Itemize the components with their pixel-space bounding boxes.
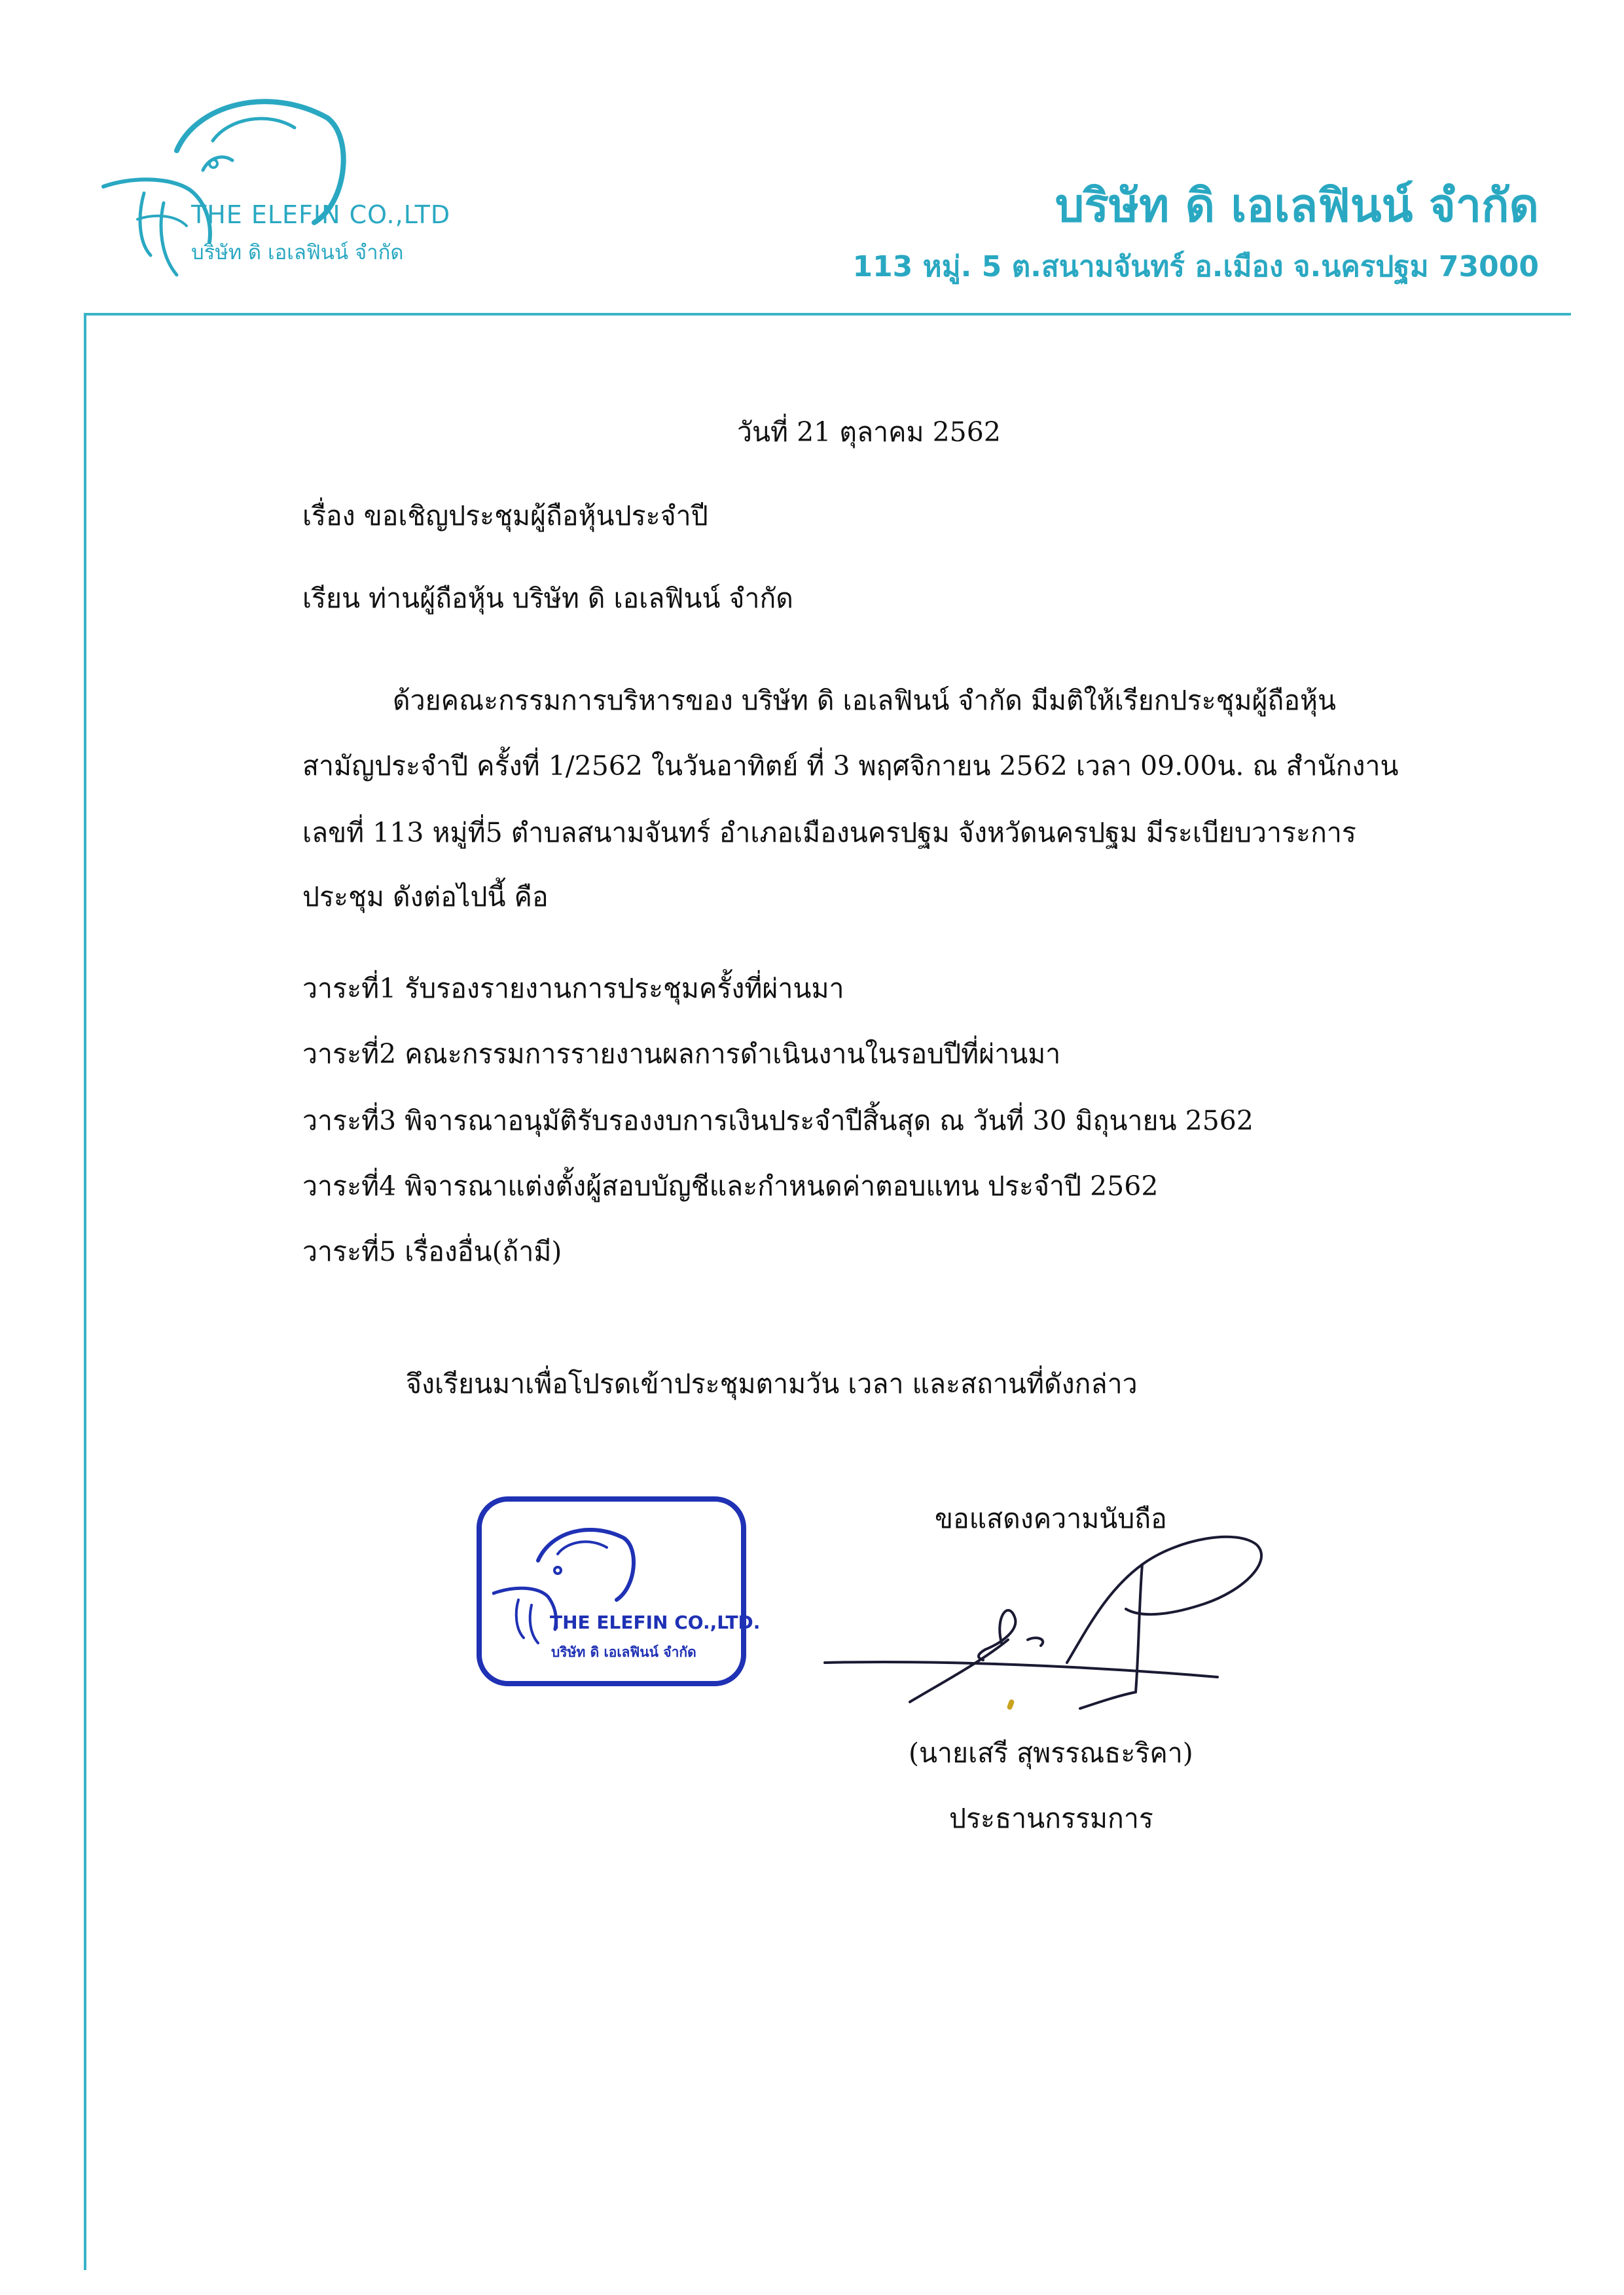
agenda-item: วาระที่4 พิจารณาแต่งตั้งผู้สอบบัญชีและกำหนดค่าตอบแทน ประจำปี 2562 <box>302 1170 1159 1202</box>
left-margin-rule <box>84 313 86 2270</box>
handwritten-signature <box>812 1506 1283 1728</box>
agenda-item: วาระที่1 รับรองรายงานการประชุมครั้งที่ผ่านมา <box>302 973 844 1004</box>
regards-text: ขอแสดงความนับถือ <box>935 1503 1167 1534</box>
company-stamp <box>477 1496 761 1686</box>
signer-name: (นายเสรี สุพรรณธะริคา) <box>909 1737 1193 1769</box>
company-address: 113 หมู่. 5 ต.สนามจันทร์ อ.เมือง จ.นครปฐม 73000 <box>852 250 1539 283</box>
stamp-company-name-en: THE ELEFIN CO.,LTD. <box>550 1612 761 1633</box>
letter-salutation: เรียน ท่านผู้ถือหุ้น บริษัท ดิ เอเลฟินน์ จำกัด <box>302 583 793 614</box>
agenda-item: วาระที่2 คณะกรรมการรายงานผลการดำเนินงานในรอบปีที่ผ่านมา <box>302 1038 1061 1070</box>
letterhead-divider <box>84 313 1571 316</box>
letter-date: วันที่ 21 ตุลาคม 2562 <box>737 416 1001 448</box>
signer-title: ประธานกรรมการ <box>949 1803 1153 1834</box>
body-paragraph-line: สามัญประจำปี ครั้งที่ 1/2562 ในวันอาทิตย์ ที่ 3 พฤศจิกายน 2562 เวลา 09.00น. ณ สำนักงาน <box>302 750 1399 782</box>
logo-company-name-th: บริษัท ดิ เอเลฟินน์ จำกัด <box>191 241 404 264</box>
body-paragraph-line: เลขที่ 113 หมู่ที่5 ตำบลสนามจันทร์ อำเภอเมืองนครปฐม จังหวัดนครปฐม มีระเบียบวาระการ <box>302 817 1356 848</box>
letter-subject: เรื่อง ขอเชิญประชุมผู้ถือหุ้นประจำปี <box>302 500 708 532</box>
stamp-company-name-th: บริษัท ดิ เอเลฟินน์ จำกัด <box>551 1644 696 1660</box>
agenda-item: วาระที่5 เรื่องอื่น(ถ้ามี) <box>302 1236 562 1267</box>
company-name: บริษัท ดิ เอเลฟินน์ จำกัด <box>1055 179 1539 232</box>
agenda-item: วาระที่3 พิจารณาอนุมัติรับรองงบการเงินประจำปีสิ้นสุด ณ วันที่ 30 มิถุนายน 2562 <box>302 1105 1254 1136</box>
body-paragraph-line: ประชุม ดังต่อไปนี้ คือ <box>302 881 549 913</box>
closing-sentence: จึงเรียนมาเพื่อโปรดเข้าประชุมตามวัน เวลา และสถานที่ดังกล่าว <box>406 1368 1138 1400</box>
logo-company-name-en: THE ELEFIN CO.,LTD <box>191 200 451 229</box>
body-paragraph-line: ด้วยคณะกรรมการบริหารของ บริษัท ดิ เอเลฟินน์ จำกัด มีมติให้เรียกประชุมผู้ถือหุ้น <box>393 685 1337 716</box>
